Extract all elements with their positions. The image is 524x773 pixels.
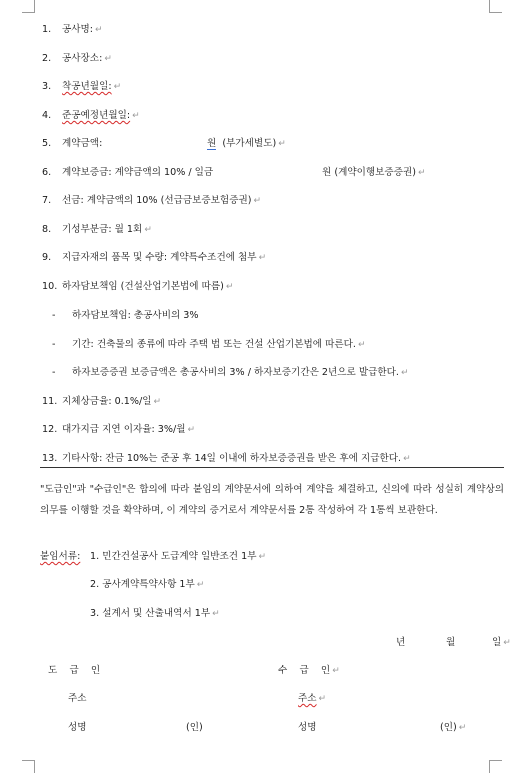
- page-corner-mark: [22, 760, 35, 773]
- paragraph-mark: ↵: [403, 454, 411, 464]
- contractor-name-label: 성명: [68, 722, 87, 733]
- attachments-label: 붙임서류:: [40, 551, 81, 562]
- contractor-seal: (인): [186, 722, 203, 733]
- paragraph-mark: ↵: [187, 425, 196, 435]
- item-11-text: 지체상금율: 0.1%/일: [62, 396, 152, 407]
- paragraph-mark: ↵: [153, 397, 162, 407]
- subcontractor-seal: (인) ↵: [440, 722, 467, 733]
- item-13-text: 기타사항: 잔금 10%는 준공 후 14일 이내에 하자보증증권을 받은 후에 지급한다.: [62, 453, 402, 464]
- date-day: 일 ↵: [492, 637, 511, 648]
- paragraph-mark: ↵: [332, 666, 340, 676]
- contractor-title: 도 급 인: [48, 665, 101, 676]
- paragraph-mark: ↵: [417, 168, 426, 178]
- paragraph-mark: ↵: [113, 82, 122, 92]
- paragraph-mark: ↵: [104, 54, 112, 64]
- item-5-text: 계약금액:: [62, 138, 103, 149]
- paragraph-mark: ↵: [253, 196, 262, 206]
- paragraph-mark: ↵: [132, 111, 140, 121]
- item-9-text: 지급자재의 품목 및 수량: 계약특수조건에 첨부: [62, 252, 257, 263]
- subcontractor-name-label: 성명: [298, 722, 317, 733]
- attachment-item: 2. 공사계약특약사항 1부 ↵: [90, 579, 205, 590]
- paragraph-mark: ↵: [318, 694, 327, 704]
- page-corner-mark: [489, 0, 502, 13]
- item-7-text: 선금: 계약금액의 10% (선급금보증보험증권): [62, 195, 252, 206]
- page-corner-mark: [489, 760, 502, 773]
- guarantee-note: (계약이행보증증권): [334, 167, 416, 178]
- paragraph-mark: ↵: [258, 552, 267, 562]
- item-8-text: 기성부분금: 월 1회: [62, 224, 143, 235]
- contractor-address-label: 주소: [68, 693, 87, 704]
- item-12-text: 대가지급 지연 이자율: 3%/월: [62, 424, 186, 435]
- horizontal-rule: [40, 467, 504, 468]
- date-year: 년: [396, 637, 406, 648]
- item-4-text: 준공예정년월일:: [62, 110, 131, 121]
- sub-item-text: 기간: 건축물의 종류에 따라 주택 법 또는 건설 산업기본법에 따른다.: [72, 339, 356, 350]
- date-month: 월: [446, 637, 456, 648]
- won-label: 원: [207, 138, 217, 149]
- paragraph-mark: ↵: [278, 139, 286, 149]
- paragraph-mark: ↵: [95, 25, 103, 35]
- paragraph-mark: ↵: [144, 225, 152, 235]
- agreement-paragraph: "도급인"과 "수급인"은 합의에 따라 붙임의 계약문서에 의하여 계약을 체결하고, 신의에 따라 성실히 계약상의 의무를 이행할 것을 확약하며, 이 계약의 증거로서 계약문서를 2통 작성하여 각 1통씩 보관한다.: [40, 484, 504, 516]
- item-3-text: 착공년월일:: [62, 81, 112, 92]
- item-10-text: 하자담보책임 (건설산업기본법에 따름): [62, 281, 224, 292]
- page-corner-mark: [22, 0, 35, 13]
- item-1-text: 공사명:: [62, 24, 94, 35]
- sub-item-text: 하자담보책임: 총공사비의 3%: [72, 310, 199, 321]
- subcontractor-address-label: 주소 ↵: [298, 693, 327, 704]
- subcontractor-title: 수 급 인 ↵: [278, 665, 340, 676]
- paragraph-mark: ↵: [458, 723, 467, 733]
- paragraph-mark: ↵: [212, 609, 220, 619]
- attachment-item: 3. 설계서 및 산출내역서 1부 ↵: [90, 608, 220, 619]
- paragraph-mark: ↵: [196, 580, 205, 590]
- vat-note: (부가세별도): [222, 138, 277, 149]
- attachment-item: 1. 민간건설공사 도급계약 일반조건 1부 ↵: [90, 551, 267, 562]
- paragraph-mark: ↵: [258, 253, 267, 263]
- item-6-text: 계약보증금: 계약금액의 10% / 일금: [62, 167, 214, 178]
- paragraph-mark: ↵: [225, 282, 234, 292]
- item-2-text: 공사장소:: [62, 53, 103, 64]
- won-label: 원: [322, 167, 332, 178]
- paragraph-mark: ↵: [400, 368, 409, 378]
- paragraph-mark: ↵: [503, 638, 511, 648]
- paragraph-mark: ↵: [357, 340, 366, 350]
- sub-item-text: 하자보증증권 보증금액은 총공사비의 3% / 하자보증기간은 2년으로 발급한다.: [72, 367, 399, 378]
